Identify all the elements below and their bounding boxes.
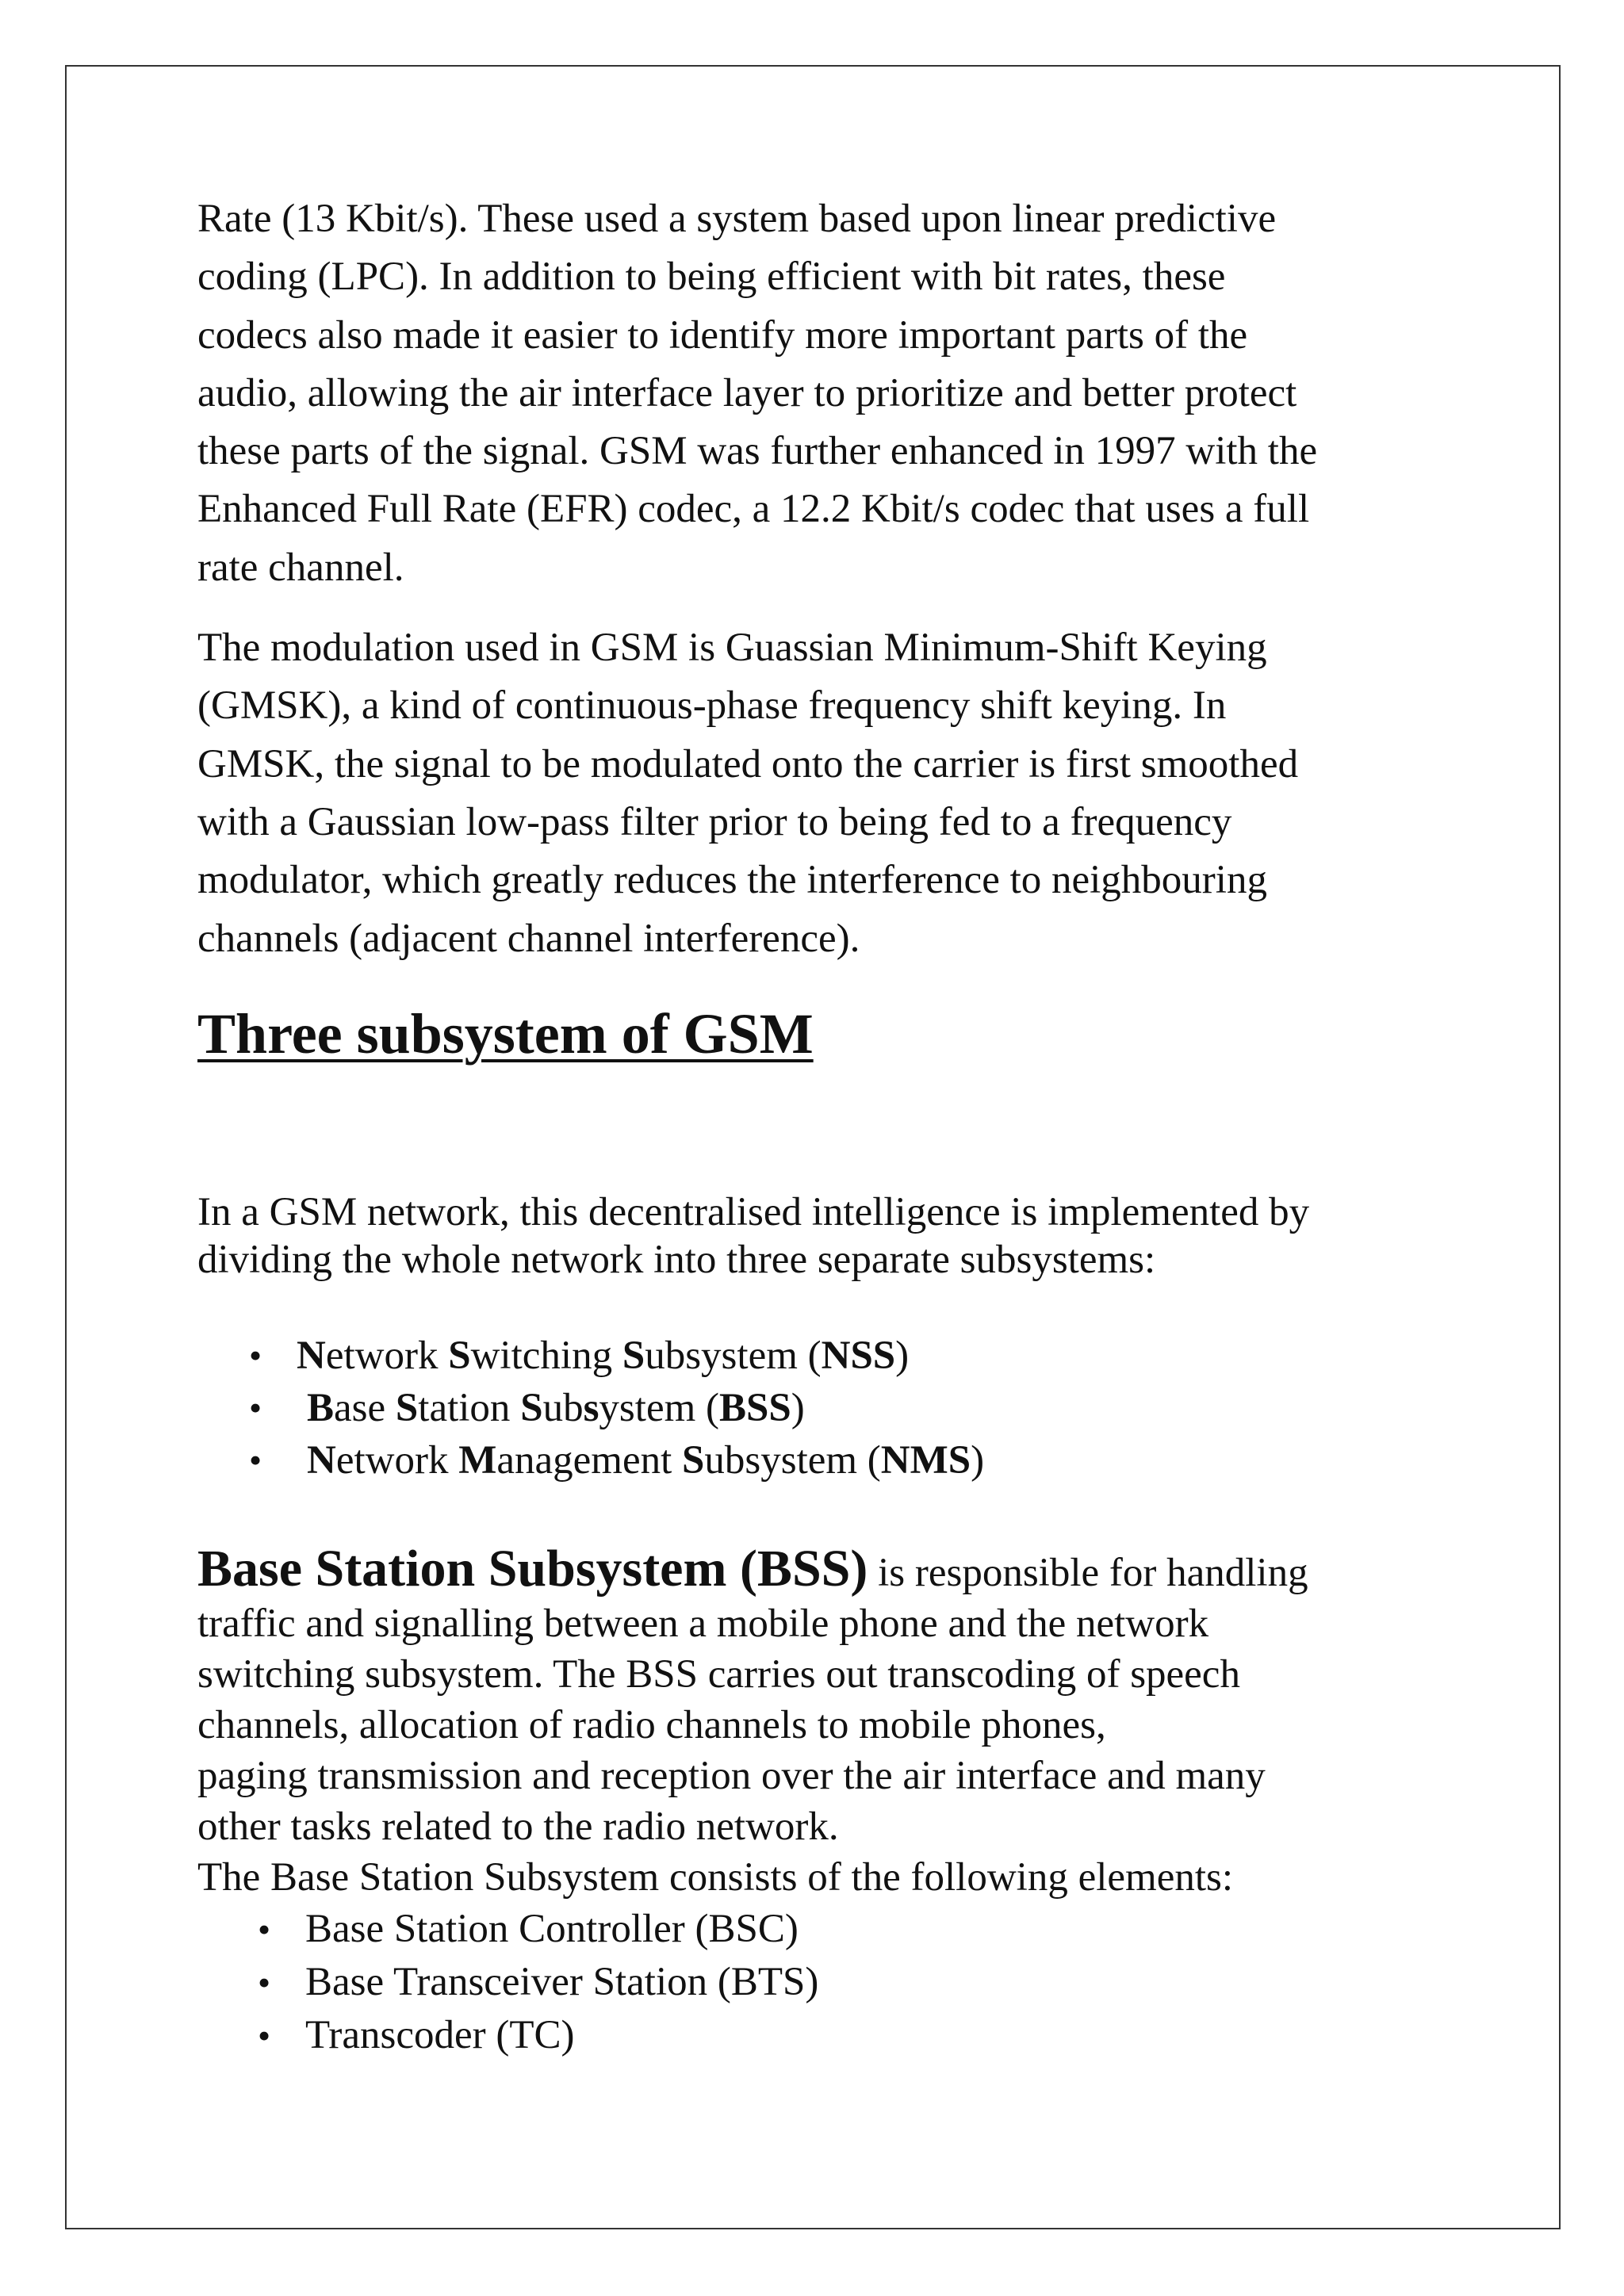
bss-initial-s2: S — [520, 1385, 543, 1430]
nss-initial-s2: S — [622, 1333, 645, 1378]
nss-acronym: NSS — [821, 1333, 896, 1378]
bss-initial-b: B — [307, 1385, 335, 1430]
list-item-nms — [197, 1434, 1434, 1487]
bss-text-1: ase — [334, 1385, 396, 1430]
bss-text-5: ) — [791, 1385, 805, 1430]
nss-text-3: ubsystem ( — [645, 1333, 822, 1378]
bss-text-4: ystem ( — [599, 1385, 719, 1430]
nss-text-1: etwork — [325, 1333, 449, 1378]
bss-body: traffic and signalling between a mobile phone and the network switching subsystem. The BSS carries out transcoding of speech channels, allocation of radio channels to mobile phones, paging transmission and reception over the air interface and many other tasks related to the radio network. The Base Station Subsystem consists of the following elements: — [197, 1601, 1266, 1900]
nss-initial-s1: S — [448, 1333, 471, 1378]
subsystem-list — [197, 1330, 1434, 1487]
nss-text-4: ) — [895, 1333, 910, 1378]
element-label: Base Transceiver Station (BTS) — [305, 1959, 819, 2004]
nms-initial-n: N — [307, 1437, 336, 1483]
bullet-icon: • — [249, 1387, 262, 1428]
bullet-icon: • — [249, 1439, 262, 1480]
list-item-bsc — [197, 1903, 1434, 1956]
paragraph-modulation: The modulation used in GSM is Guassian Minimum-Shift Keying (GMSK), a kind of continuous-phase frequency shift keying. In GMSK, the signal to be modulated onto the carrier is first smoothed with a Gaussian low-pass filter prior to being fed to a frequency modulator, which greatly reduces the interference to neighbouring channels (adjacent channel interference). — [197, 626, 1299, 961]
bss-elements-list — [197, 1903, 1434, 2062]
bullet-icon: • — [258, 1908, 271, 1950]
bss-initial-s1: S — [395, 1385, 419, 1430]
nms-text-3: ubsystem ( — [704, 1437, 881, 1483]
list-item-tc — [197, 2009, 1434, 2062]
list-item-bts — [197, 1956, 1434, 2009]
bss-description — [197, 1539, 1434, 2062]
bss-initial-s3: s — [583, 1385, 599, 1430]
list-item-nss — [197, 1330, 1434, 1382]
bss-text-2: tation — [418, 1385, 521, 1430]
document-content — [197, 190, 1434, 2062]
nms-text-4: ) — [971, 1437, 985, 1483]
bss-first-line — [197, 1539, 1434, 1598]
nms-initial-m: M — [458, 1437, 497, 1483]
paragraph-codec-rates: Rate (13 Kbit/s). These used a system based upon linear predictive coding (LPC). In addition to being efficient with bit rates, these codecs also made it easier to identify more important parts of the audio, allowing the air interface layer to prioritize and better protect these parts of the signal. GSM was further enhanced in 1997 with the Enhanced Full Rate (EFR) codec, a 12.2 Kbit/s codec that uses a full rate channel. — [197, 197, 1318, 590]
nss-text-2: witching — [470, 1333, 622, 1378]
section-heading: Three subsystem of GSM — [197, 1001, 814, 1066]
nms-text-1: etwork — [335, 1437, 459, 1483]
bss-title: Base Station Subsystem (BSS) — [197, 1539, 868, 1598]
nms-text-2: anagement — [496, 1437, 682, 1483]
nms-initial-s: S — [682, 1437, 705, 1483]
nms-acronym: NMS — [880, 1437, 971, 1483]
bullet-icon: • — [249, 1334, 262, 1376]
bss-first-line-rest: is responsible for handling — [868, 1550, 1308, 1595]
bss-acronym: BSS — [718, 1385, 791, 1430]
element-label: Transcoder (TC) — [305, 2012, 575, 2057]
bullet-icon: • — [258, 2015, 271, 2056]
bullet-icon: • — [258, 1961, 271, 2003]
nss-initial-n: N — [297, 1333, 326, 1378]
bss-text-3: ub — [542, 1385, 584, 1430]
list-item-bss — [197, 1382, 1434, 1434]
element-label: Base Station Controller (BSC) — [305, 1906, 799, 1951]
intro-paragraph: In a GSM network, this decentralised intelligence is implemented by dividing the whole network into three separate subsystems: — [197, 1189, 1310, 1282]
